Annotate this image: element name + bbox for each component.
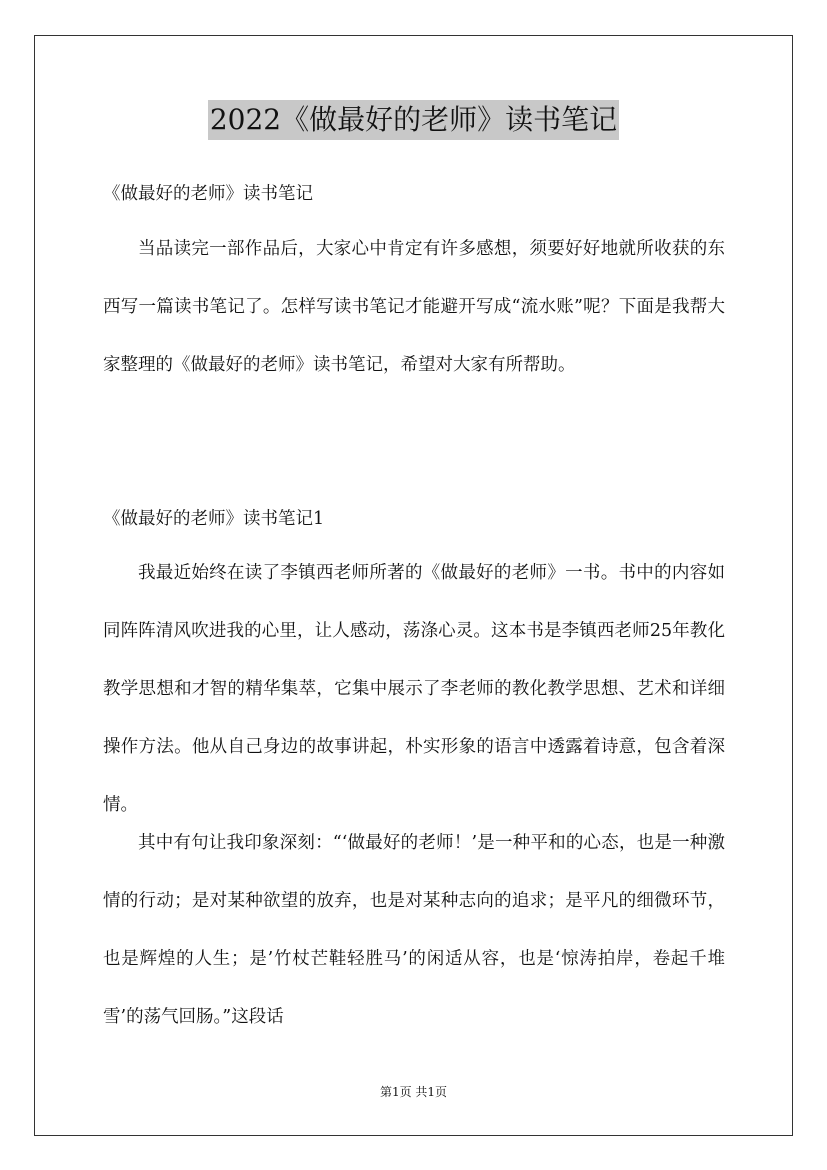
section-heading: 《做最好的老师》读书笔记1	[103, 509, 325, 529]
body-paragraph-2: 其中有句让我印象深刻：“‘做最好的老师！’是一种平和的心态，也是一种激情的行动；是对某种欲望的放弃，也是对某种志向的追求；是平凡的细微环节，也是辉煌的人生；是’竹杖芒鞋轻胜马’的闲适从容，也是‘惊涛拍岸，卷起千堆雪’的荡气回肠。”这段话	[103, 833, 725, 1027]
document-subtitle: 《做最好的老师》读书笔记	[103, 184, 313, 204]
page-footer: 第1页 共1页	[379, 1085, 448, 1099]
document-title: 2022《做最好的老师》读书笔记	[208, 100, 619, 140]
intro-paragraph: 当品读完一部作品后，大家心中肯定有许多感想，须要好好地就所收获的东西写一篇读书笔记了。怎样写读书笔记才能避开写成“流水账”呢？下面是我帮大家整理的《做最好的老师》读书笔记，希望对大家有所帮助。	[103, 239, 725, 375]
body-paragraph-1: 我最近始终在读了李镇西老师所著的《做最好的老师》一书。书中的内容如同阵阵清风吹进我的心里，让人感动，荡涤心灵。这本书是李镇西老师25年教化教学思想和才智的精华集萃，它集中展示了李老师的教化教学思想、艺术和详细操作方法。他从自己身边的故事讲起，朴实形象的语言中透露着诗意，包含着深情。	[103, 563, 725, 815]
title-container	[0, 100, 827, 140]
